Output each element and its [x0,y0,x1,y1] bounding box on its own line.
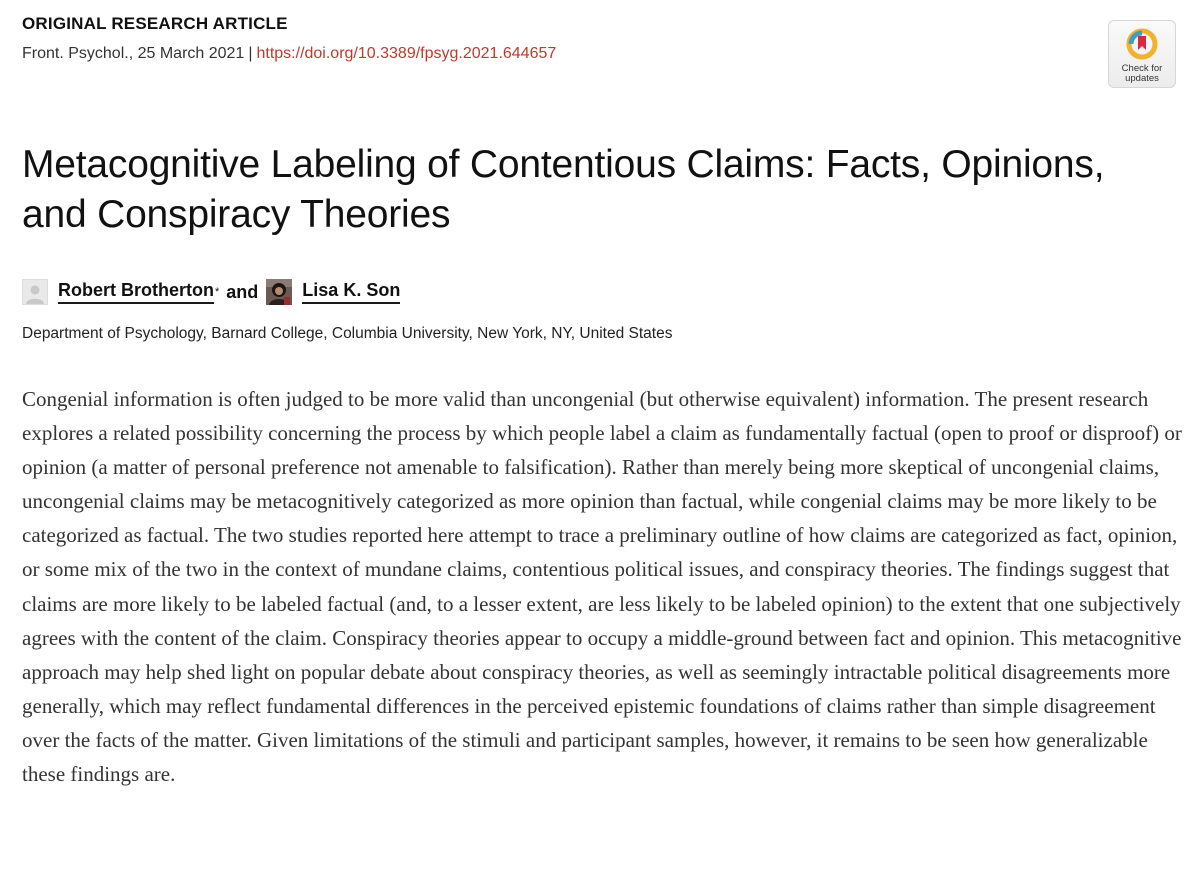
author-link-brotherton[interactable]: Robert Brotherton [58,280,214,304]
person-icon [24,282,46,304]
article-title: Metacognitive Labeling of Contentious Claims: Facts, Opinions, and Conspiracy Theories [22,143,1105,236]
article-type-label: ORIGINAL RESEARCH ARTICLE [22,14,288,33]
journal-date: Front. Psychol., 25 March 2021 [22,45,245,62]
check-for-updates-button[interactable] [1108,20,1176,88]
corresponding-author-mark: * [215,286,220,298]
crossmark-icon [1125,27,1159,61]
author-avatar-son [266,279,292,305]
author-conjunction: and [226,281,259,302]
meta-separator: | [248,45,253,62]
doi-link[interactable]: https://doi.org/10.3389/fpsyg.2021.644657 [256,45,557,62]
publication-meta [22,45,556,63]
author-avatar-placeholder [22,279,48,305]
author-affiliation: Department of Psychology, Barnard College, Columbia University, New York, NY, United States [22,325,673,342]
author-photo-icon [266,279,292,305]
badge-line-2: updates [1125,73,1159,84]
badge-line-1: Check for [1121,63,1163,74]
badge-text [1122,64,1163,84]
author-link-son[interactable]: Lisa K. Son [302,280,400,304]
abstract-text: Congenial information is often judged to be more valid than uncongenial (but otherwise equivalent) information. The present research explores a related possibility concerning the process by which people label a claim as fundamentally factual (open to proof or disproof) or opinion (a matter of personal preference not amenable to falsification). Rather than merely being more skeptical of uncongenial claims, uncongenial claims may be metacognitively categorized as more opinion than factual, while congenial claims may be more likely to be categorized as factual. The two studies reported here attempt to trace a preliminary outline of how claims are categorized as fact, opinion, or some mix of the two in the context of mundane claims, contentious political issues, and conspiracy theories. The findings suggest that claims are more likely to be labeled factual (and, to a lesser extent, are less likely to be labeled opinion) to the extent that one subjectively agrees with the content of the claim. Conspiracy theories appear to occupy a middle-ground between fact and opinion. This metacognitive approach may help shed light on popular debate about conspiracy theories, as well as seemingly intractable political disagreements more generally, which may reflect fundamental differences in the perceived epistemic foundations of claims rather than simple disagreement over the facts of the matter. Given limitations of the stimuli and participant samples, however, it remains to be seen how generalizable these findings are. [22,387,1182,787]
author-list [22,278,400,306]
